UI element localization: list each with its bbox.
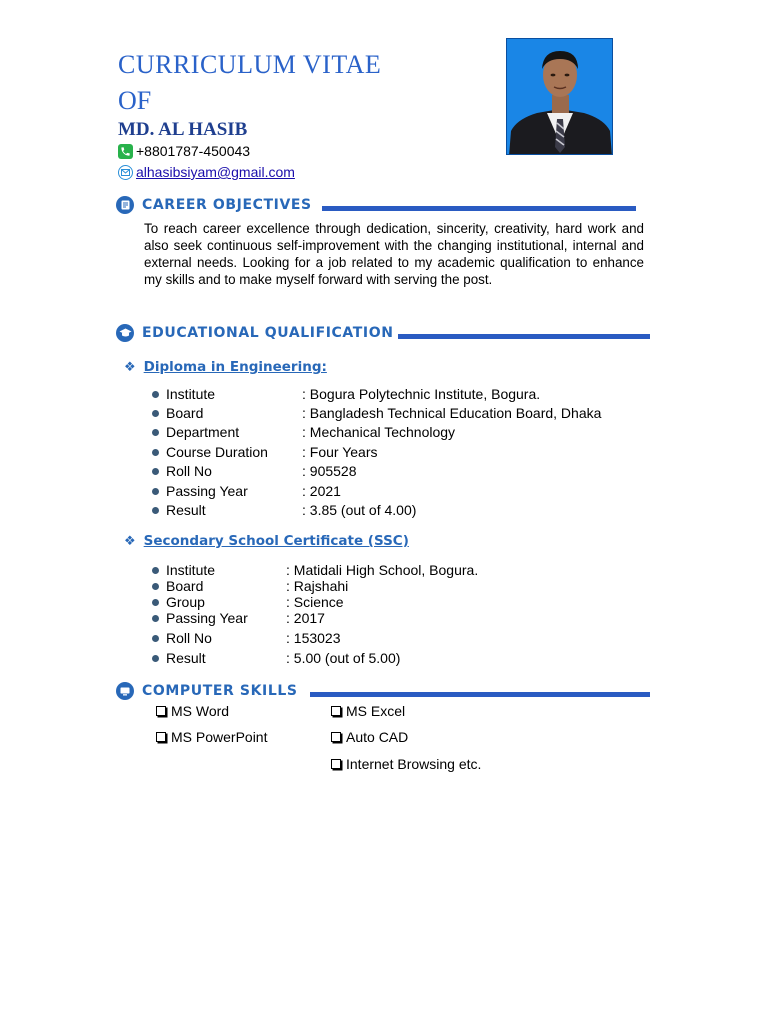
checkbox-icon xyxy=(331,732,341,742)
round-bullet-icon xyxy=(152,583,159,590)
row-label: Course Duration xyxy=(166,444,268,460)
row-value: : 2021 xyxy=(302,483,341,499)
round-bullet-icon xyxy=(152,655,159,662)
qualification-row xyxy=(152,483,341,499)
round-bullet-icon xyxy=(152,410,159,417)
section-divider xyxy=(322,206,636,211)
skill-item: Auto CAD xyxy=(331,729,408,745)
row-value: : Bogura Polytechnic Institute, Bogura. xyxy=(302,386,541,402)
row-label: Institute xyxy=(166,562,216,578)
cv-title-of: OF xyxy=(118,86,152,115)
row-value: : 5.00 (out of 5.00) xyxy=(286,650,401,666)
phone-icon xyxy=(118,144,133,159)
row-value: : Mechanical Technology xyxy=(302,424,456,440)
diamond-bullet-icon: ❖ xyxy=(124,359,136,374)
row-label: Result xyxy=(166,650,206,666)
row-value: : Bangladesh Technical Education Board, Dhaka xyxy=(302,405,602,421)
checkbox-icon xyxy=(331,706,341,716)
phone-contact xyxy=(118,143,250,159)
round-bullet-icon xyxy=(152,599,159,606)
row-label: Group xyxy=(166,594,205,610)
row-value: : Rajshahi xyxy=(286,578,349,594)
checkbox-icon xyxy=(331,759,341,769)
row-value: : 905528 xyxy=(302,463,357,479)
round-bullet-icon xyxy=(152,449,159,456)
row-value: : 3.85 (out of 4.00) xyxy=(302,502,417,518)
profile-photo xyxy=(506,38,613,155)
qualification-row xyxy=(152,562,479,578)
applicant-name: MD. AL HASIB xyxy=(118,119,248,140)
ssc-title: Secondary School Certificate (SSC) xyxy=(143,533,409,549)
qualification-row xyxy=(152,444,378,460)
qualification-row xyxy=(152,463,357,479)
qualification-row xyxy=(152,405,602,421)
section-divider xyxy=(398,334,650,339)
educational-qualification-heading xyxy=(116,324,394,342)
skill-item: MS Excel xyxy=(331,703,405,719)
round-bullet-icon xyxy=(152,429,159,436)
row-label: Board xyxy=(166,405,204,421)
round-bullet-icon xyxy=(152,567,159,574)
row-label: Department xyxy=(166,424,240,440)
section-title: CAREER OBJECTIVES xyxy=(142,197,312,213)
row-value: : Four Years xyxy=(302,444,378,460)
career-objectives-heading xyxy=(116,196,312,214)
career-objective-text: To reach career excellence through dedication, sincerity, creativity, hard work and also seek continuous self-improvement with the changing institutional, internal and external needs. Looking for a job related to my academic qualification to enhance my skills and to make myself forward with serving the post. xyxy=(144,221,644,287)
round-bullet-icon xyxy=(152,507,159,514)
row-label: Roll No xyxy=(166,463,212,479)
graduation-cap-icon xyxy=(116,324,134,342)
cv-title: CURRICULUM VITAE xyxy=(118,50,382,79)
computer-icon xyxy=(116,682,134,700)
round-bullet-icon xyxy=(152,468,159,475)
row-label: Passing Year xyxy=(166,483,248,499)
diploma-title: Diploma in Engineering: xyxy=(143,359,327,375)
row-label: Institute xyxy=(166,386,216,402)
skill-item: Internet Browsing etc. xyxy=(331,756,481,772)
ssc-heading xyxy=(124,533,409,549)
email-link[interactable]: alhasibsiyam@gmail.com xyxy=(136,164,295,180)
row-label: Result xyxy=(166,502,206,518)
checkbox-icon xyxy=(156,706,166,716)
mail-icon xyxy=(118,165,133,180)
row-label: Roll No xyxy=(166,630,212,646)
qualification-row xyxy=(152,502,417,518)
qualification-row xyxy=(152,650,401,666)
row-value: : 153023 xyxy=(286,630,341,646)
phone-number: +8801787-450043 xyxy=(136,143,251,159)
section-title: COMPUTER SKILLS xyxy=(142,683,298,699)
round-bullet-icon xyxy=(152,391,159,398)
checkbox-icon xyxy=(156,732,166,742)
qualification-row xyxy=(152,610,325,626)
diamond-bullet-icon: ❖ xyxy=(124,533,136,548)
row-label: Passing Year xyxy=(166,610,248,626)
qualification-row xyxy=(152,578,349,594)
document-icon xyxy=(116,196,134,214)
section-divider xyxy=(310,692,650,697)
row-value: : Science xyxy=(286,594,344,610)
qualification-row xyxy=(152,424,456,440)
qualification-row xyxy=(152,594,344,610)
skill-item: MS Word xyxy=(156,703,229,719)
qualification-row xyxy=(152,630,341,646)
row-value: : 2017 xyxy=(286,610,325,626)
diploma-heading xyxy=(124,359,327,375)
skill-item: MS PowerPoint xyxy=(156,729,267,745)
email-contact xyxy=(118,164,295,180)
computer-skills-heading xyxy=(116,682,298,700)
qualification-row xyxy=(152,386,541,402)
row-value: : Matidali High School, Bogura. xyxy=(286,562,479,578)
section-title: EDUCATIONAL QUALIFICATION xyxy=(142,325,394,341)
round-bullet-icon xyxy=(152,615,159,622)
round-bullet-icon xyxy=(152,488,159,495)
round-bullet-icon xyxy=(152,635,159,642)
row-label: Board xyxy=(166,578,204,594)
